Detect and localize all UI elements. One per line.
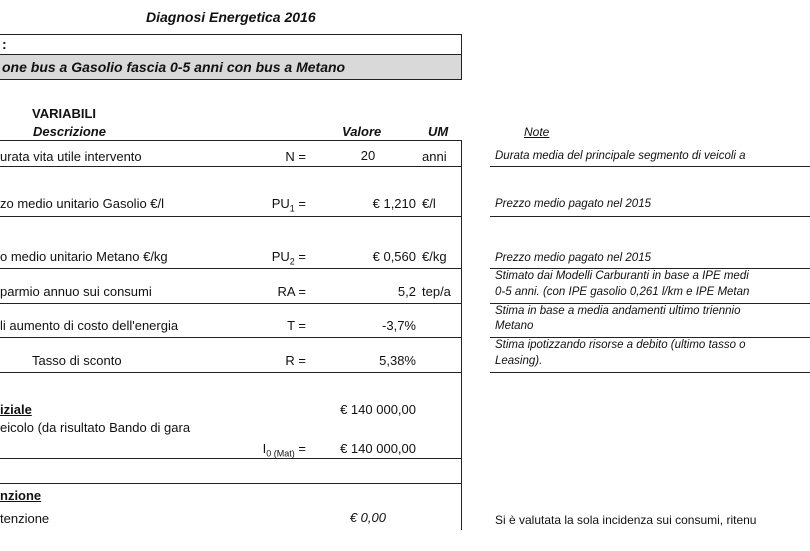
scenario-label: : bbox=[2, 36, 7, 52]
variable-note: Stima in base a media andamenti ultimo triennio bbox=[495, 305, 741, 317]
document-title: Diagnosi Energetica 2016 bbox=[146, 9, 316, 25]
column-header-note: Note bbox=[524, 125, 550, 139]
investment-value: € 140 000,00 bbox=[340, 441, 416, 456]
variable-symbol: R = bbox=[285, 353, 306, 368]
variable-unit: tep/a bbox=[422, 284, 451, 299]
investment-title: iziale bbox=[0, 402, 32, 417]
variable-description: zo medio unitario Gasolio €/l bbox=[0, 196, 165, 211]
variable-value: € 1,210 bbox=[372, 196, 416, 211]
column-header-valore: Valore bbox=[342, 124, 382, 139]
variable-note-line2: Leasing). bbox=[495, 355, 543, 367]
investment-description: eicolo (da risultato Bando di gara bbox=[0, 420, 191, 435]
maintenance-note: Si è valutata la sola incidenza sui consumi, ritenu bbox=[495, 513, 757, 527]
investment-total-value: € 140 000,00 bbox=[340, 402, 416, 417]
scenario-description: one bus a Gasolio fascia 0-5 anni con bus a Metano bbox=[2, 59, 346, 75]
variable-note: Stimato dai Modelli Carburanti in base a IPE medi bbox=[495, 270, 749, 282]
variable-symbol: $PU_1$ = bbox=[271, 196, 306, 214]
variable-description: parmio annuo sui consumi bbox=[0, 284, 152, 299]
variable-unit: €/l bbox=[422, 196, 436, 211]
variable-note: Durata media del principale segmento di veicoli a bbox=[495, 150, 746, 162]
column-header-descrizione: Descrizione bbox=[33, 124, 106, 139]
variable-value: 5,38% bbox=[379, 353, 416, 368]
variable-description: o medio unitario Metano €/kg bbox=[0, 249, 168, 264]
section-title-variables: VARIABILI bbox=[32, 106, 97, 121]
maintenance-title: nzione bbox=[0, 488, 42, 503]
variable-description: li aumento di costo dell'energia bbox=[0, 318, 179, 333]
variable-symbol: $PU_2$ = bbox=[271, 249, 306, 267]
variable-value: 5,2 bbox=[397, 284, 416, 299]
variable-note: Prezzo medio pagato nel 2015 bbox=[495, 252, 651, 264]
variable-value: 20 bbox=[360, 148, 376, 163]
variable-symbol: RA = bbox=[277, 284, 306, 299]
column-header-um: UM bbox=[428, 124, 449, 139]
variable-note: Prezzo medio pagato nel 2015 bbox=[495, 198, 651, 210]
maintenance-value: € 0,00 bbox=[349, 510, 386, 525]
maintenance-description: tenzione bbox=[0, 511, 50, 526]
variable-note-line2: 0-5 anni. (con IPE gasolio 0,261 l/km e IPE Metan bbox=[495, 286, 750, 298]
variable-symbol: N = bbox=[285, 149, 306, 164]
variable-value: € 0,560 bbox=[372, 249, 416, 264]
variable-unit: anni bbox=[422, 149, 447, 164]
variable-description: Tasso di sconto bbox=[32, 353, 122, 368]
variable-symbol: T = bbox=[287, 318, 306, 333]
variable-value: -3,7% bbox=[382, 318, 416, 333]
variable-note: Stima ipotizzando risorse a debito (ultimo tasso o bbox=[495, 339, 746, 351]
variable-unit: €/kg bbox=[422, 249, 447, 264]
variable-description: urata vita utile intervento bbox=[0, 149, 142, 164]
variable-note-line2: Metano bbox=[495, 320, 534, 332]
investment-symbol: $I_{0 (Mat)}$ = bbox=[262, 441, 306, 459]
